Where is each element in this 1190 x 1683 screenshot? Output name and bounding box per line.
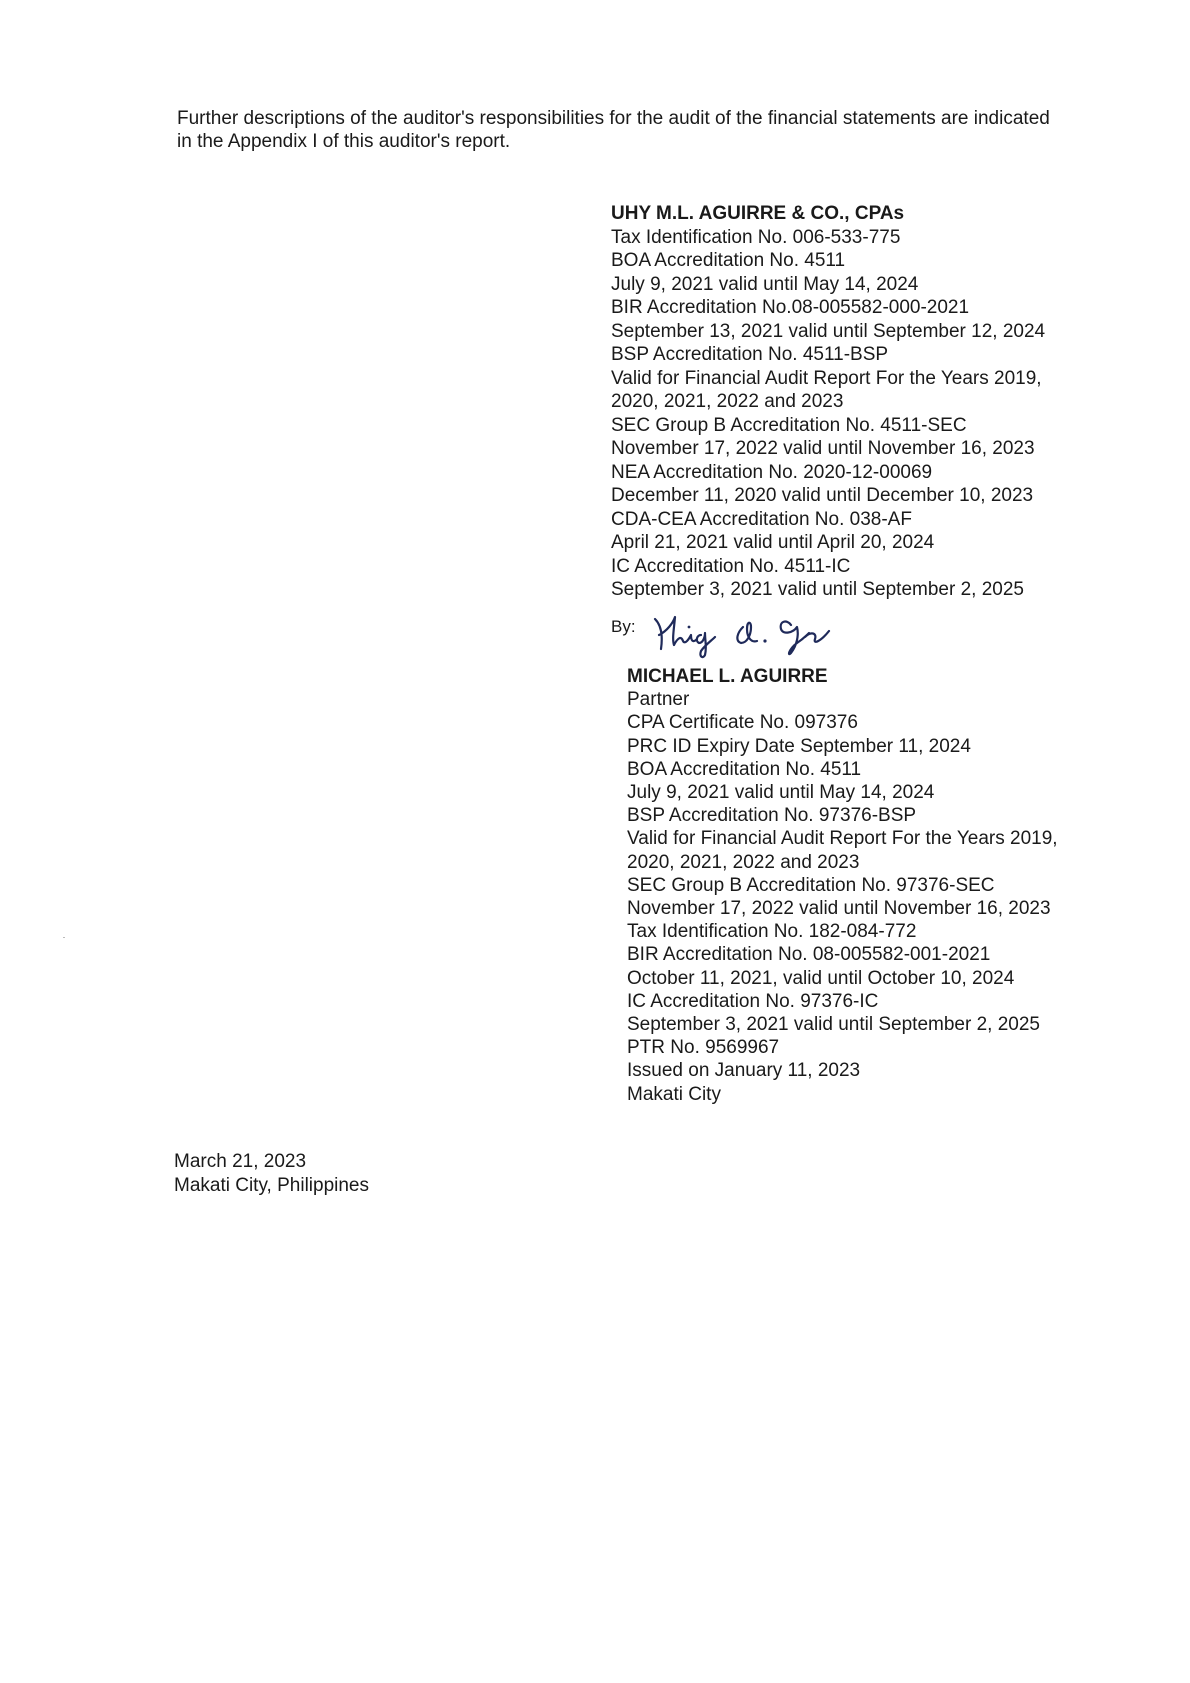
firm-line: November 17, 2022 valid until November 16, 2023 [611,438,1035,459]
partner-line: Issued on January 11, 2023 [627,1060,861,1082]
firm-line: BOA Accreditation No. 4511 [611,250,846,271]
partner-line: November 17, 2022 valid until November 16, 2023 [627,898,1051,920]
partner-line: Valid for Financial Audit Report For the Years 2019, [627,828,1058,850]
partner-line: September 3, 2021 valid until September 2, 2025 [627,1014,1040,1036]
firm-line: BSP Accreditation No. 4511-BSP [611,344,889,365]
intro-line-2: in the Appendix I of this auditor's report. [177,131,511,152]
firm-line: July 9, 2021 valid until May 14, 2024 [611,273,919,295]
firm-line: CDA-CEA Accreditation No. 038-AF [611,508,912,530]
firm-line: December 11, 2020 valid until December 10, 2023 [611,485,1034,506]
report-date-block [174,1150,369,1197]
firm-line: IC Accreditation No. 4511-IC [611,555,851,577]
firm-line: September 13, 2021 valid until September 12, 2024 [611,320,1046,342]
report-place: Makati City, Philippines [174,1174,370,1196]
partner-line: October 11, 2021, valid until October 10, 2024 [627,967,1015,989]
partner-line: PRC ID Expiry Date September 11, 2024 [627,735,971,757]
partner-name: MICHAEL L. AGUIRRE [627,666,828,687]
partner-line: SEC Group B Accreditation No. 97376-SEC [627,874,995,896]
scan-speck [63,937,65,938]
partner-line: CPA Certificate No. 097376 [627,712,858,734]
firm-line: NEA Accreditation No. 2020-12-00069 [611,461,933,483]
firm-line: Tax Identification No. 006-533-775 [611,226,901,248]
partner-line: Tax Identification No. 182-084-772 [627,921,917,943]
report-date: March 21, 2023 [174,1151,307,1172]
firm-block [611,202,1045,602]
firm-line: BIR Accreditation No.08-005582-000-2021 [611,297,970,318]
firm-line: 2020, 2021, 2022 and 2023 [611,391,844,412]
handwritten-signature [647,605,857,663]
partner-line: 2020, 2021, 2022 and 2023 [627,851,860,873]
firm-name: UHY M.L. AGUIRRE & CO., CPAs [611,203,905,224]
signature-row [611,613,871,663]
intro-line-1: Further descriptions of the auditor's responsibilities for the audit of the financial statements are indicated [177,108,1050,129]
partner-line: BIR Accreditation No. 08-005582-001-2021 [627,944,991,966]
partner-line: Partner [627,689,690,711]
firm-line: SEC Group B Accreditation No. 4511-SEC [611,414,967,436]
firm-line: Valid for Financial Audit Report For the Years 2019, [611,367,1042,389]
partner-line: BSP Accreditation No. 97376-BSP [627,805,917,827]
firm-line: April 21, 2021 valid until April 20, 2024 [611,532,935,553]
partner-block [627,665,1058,1106]
partner-line: July 9, 2021 valid until May 14, 2024 [627,782,935,804]
partner-line: IC Accreditation No. 97376-IC [627,990,879,1012]
by-label: By: [611,617,636,636]
intro-paragraph [177,107,1137,153]
firm-line: September 3, 2021 valid until September 2, 2025 [611,579,1024,600]
partner-line: Makati City [627,1083,721,1105]
partner-line: BOA Accreditation No. 4511 [627,758,862,780]
partner-line: PTR No. 9569967 [627,1037,780,1059]
